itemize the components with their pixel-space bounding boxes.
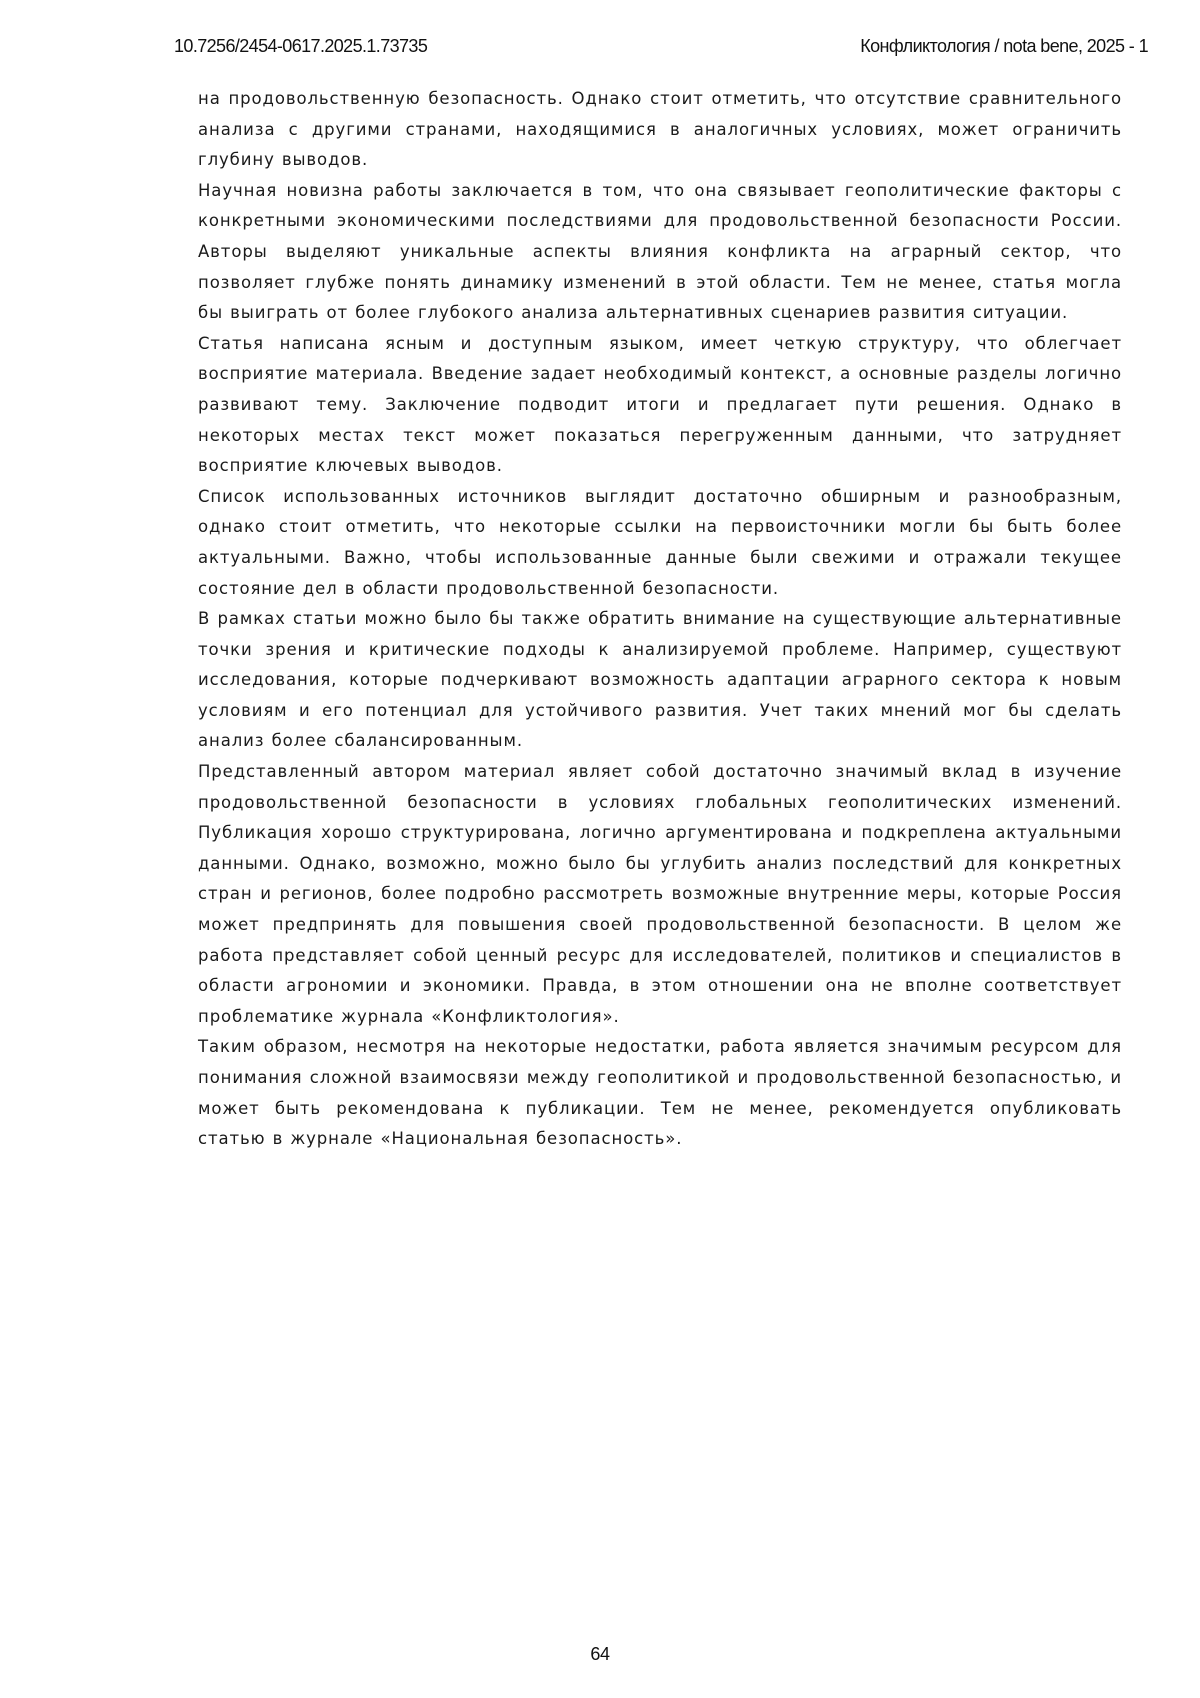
paragraph-style: Статья написана ясным и доступным языком, имеет четкую структуру, что облегчает восприятие материала. Введение задает необходимый контекст, а основные разделы логично развивают тему. Заключение подводит итоги и предлагает пути решения. Однако в некоторых местах текст может показаться перегруженным данными, что затрудняет восприятие ключевых выводов. bbox=[198, 333, 1122, 476]
paragraph-alternatives: В рамках статьи можно было бы также обратить внимание на существующие альтернативные точки зрения и критические подходы к анализируемой проблеме. Например, существуют исследования, которые подчеркивают возможность адаптации аграрного сектора к новым условиям и его потенциал для устойчивого развития. Учет таких мнений мог бы сделать анализ более сбалансированным. bbox=[198, 609, 1122, 751]
article-body bbox=[198, 84, 1122, 1155]
paragraph-contribution: Представленный автором материал являет собой достаточно значимый вклад в изучение продовольственной безопасности в условиях глобальных геополитических изменений. Публикация хорошо структурирована, логично аргументирована и подкреплена актуальными данными. Однако, возможно, можно было бы углубить анализ последствий для конкретных стран и регионов, более подробно рассмотреть возможные внутренние меры, которые Россия может предпринять для повышения своей продовольственной безопасности. В целом же работа представляет собой ценный ресурс для исследователей, политиков и специалистов в области агрономии и экономики. Правда, в этом отношении она не вполне соответствует проблематике журнала «Конфликтология». bbox=[198, 762, 1122, 1026]
doi-text: 10.7256/2454-0617.2025.1.73735 bbox=[174, 36, 428, 56]
paragraph-sources: Список использованных источников выглядит достаточно обширным и разнообразным, однако стоит отметить, что некоторые ссылки на первоисточники могли бы быть более актуальными. Важно, чтобы использованные данные были свежими и отражали текущее состояние дел в области продовольственной безопасности. bbox=[198, 486, 1122, 598]
running-header bbox=[174, 36, 1148, 62]
paragraph-continuation: на продовольственную безопасность. Однако стоит отметить, что отсутствие сравнительного анализа с другими странами, находящимися в аналогичных условиях, может ограничить глубину выводов. bbox=[198, 89, 1122, 170]
journal-title: Конфликтология / nota bene, 2025 - 1 bbox=[860, 36, 1148, 56]
page-number: 64 bbox=[590, 1644, 610, 1664]
paragraph-conclusion: Таким образом, несмотря на некоторые недостатки, работа является значимым ресурсом для понимания сложной взаимосвязи между геополитикой и продовольственной безопасностью, и может быть рекомендована к публикации. Тем не менее, рекомендуется опубликовать статью в журнале «Национальная безопасность». bbox=[198, 1037, 1122, 1149]
paragraph-novelty: Научная новизна работы заключается в том, что она связывает геополитические факторы с конкретными экономическими последствиями для продовольственной безопасности России. Авторы выделяют уникальные аспекты влияния конфликта на аграрный сектор, что позволяет глубже понять динамику изменений в этой области. Тем не менее, статья могла бы выиграть от более глубокого анализа альтернативных сценариев развития ситуации. bbox=[198, 180, 1122, 323]
